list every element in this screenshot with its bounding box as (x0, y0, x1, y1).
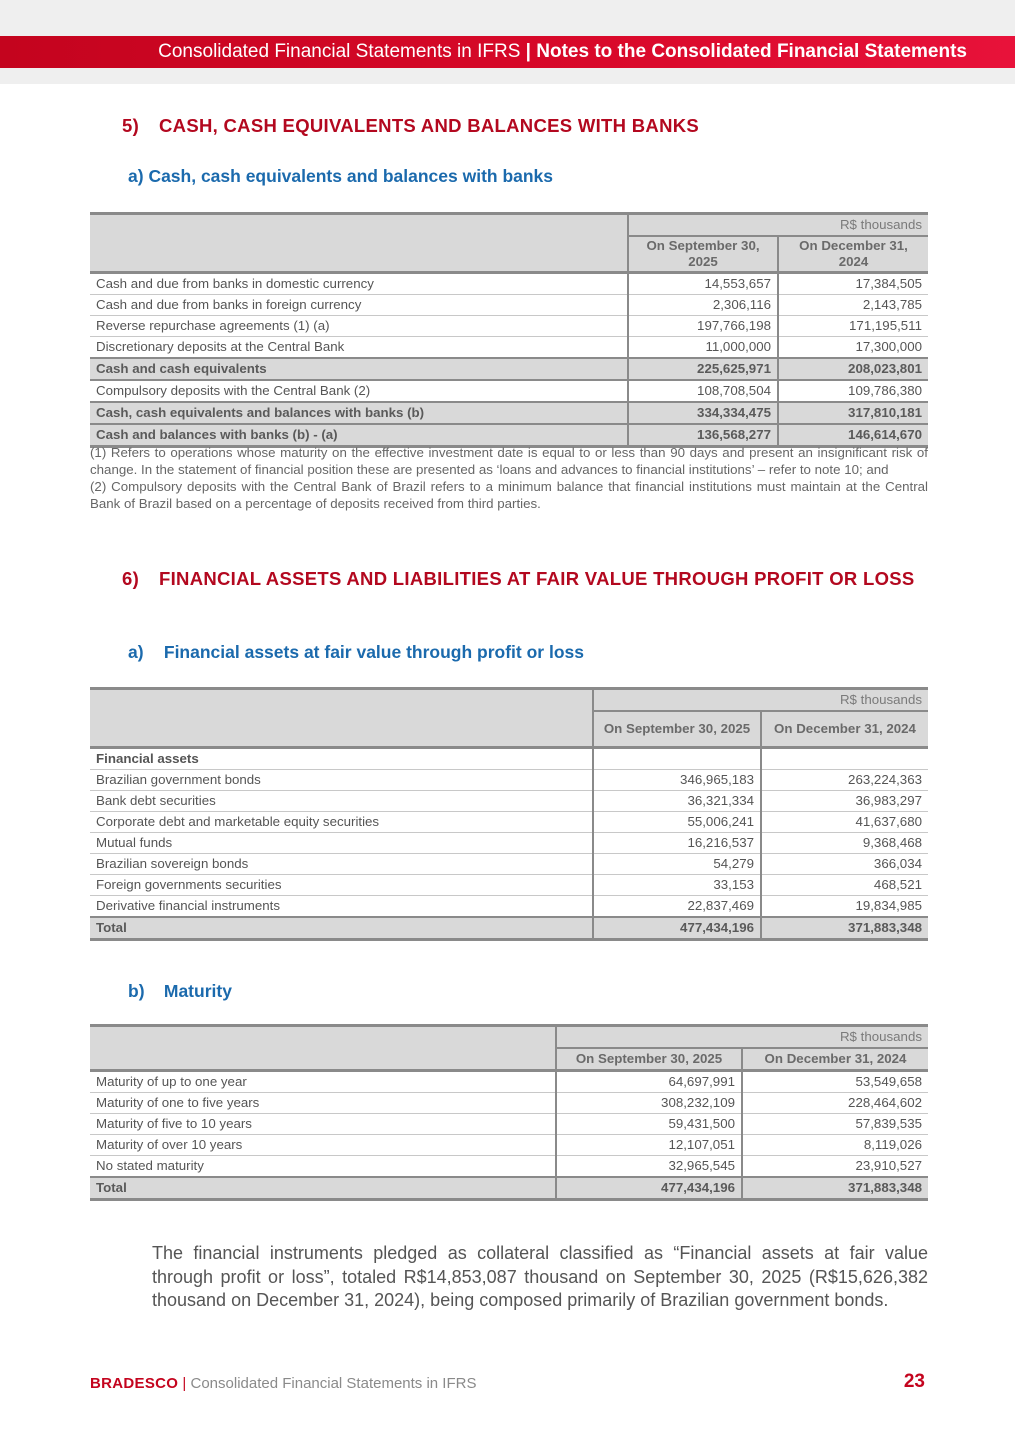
row-value-2024: 171,195,511 (778, 316, 928, 337)
subsection-number: a) (128, 166, 144, 186)
row-label: Total (90, 917, 593, 940)
row-value-2025: 22,837,469 (593, 896, 761, 918)
row-label: Maturity of five to 10 years (90, 1114, 556, 1135)
unit-label: R$ thousands (628, 214, 928, 237)
row-value-2024: 17,300,000 (778, 337, 928, 359)
column-header-dec-2024: On December 31, 2024 (761, 711, 928, 748)
table-row (90, 316, 928, 337)
row-label: Corporate debt and marketable equity securities (90, 812, 593, 833)
row-value-2025: 477,434,196 (556, 1177, 742, 1200)
table-row (90, 770, 928, 791)
table-row (90, 295, 928, 316)
row-label: Discretionary deposits at the Central Bank (90, 337, 628, 359)
row-label: Brazilian government bonds (90, 770, 593, 791)
maturity-table (90, 1024, 928, 1201)
header-right-title: Notes to the Consolidated Financial Statements (536, 41, 967, 62)
section-5a-heading (128, 164, 553, 188)
collateral-paragraph: The financial instruments pledged as collateral classified as “Financial assets at fair value through profit or loss”, totaled R$14,853,087 thousand on September 30, 2025 (R$15,626,382 thousand on December 31, 2024), being composed primarily of Brazilian government bonds. (152, 1243, 928, 1310)
table-row (90, 875, 928, 896)
row-value-2025: 308,232,109 (556, 1093, 742, 1114)
empty-cell (593, 748, 761, 770)
row-value-2024: 468,521 (761, 875, 928, 896)
row-label: Cash, cash equivalents and balances with banks (b) (90, 402, 628, 424)
row-label: Cash and balances with banks (b) - (a) (90, 424, 628, 447)
header-blank-cell (90, 689, 593, 748)
top-margin (0, 0, 1015, 36)
row-value-2025: 36,321,334 (593, 791, 761, 812)
table-row (90, 896, 928, 918)
row-value-2024: 23,910,527 (742, 1156, 928, 1178)
page-footer (90, 1374, 476, 1394)
row-value-2024: 19,834,985 (761, 896, 928, 918)
row-value-2025: 477,434,196 (593, 917, 761, 940)
row-label: No stated maturity (90, 1156, 556, 1178)
row-value-2025: 197,766,198 (628, 316, 778, 337)
row-value-2024: 228,464,602 (742, 1093, 928, 1114)
row-value-2024: 53,549,658 (742, 1071, 928, 1093)
section-title: CASH, CASH EQUIVALENTS AND BALANCES WITH BANKS (159, 115, 700, 136)
row-value-2024: 371,883,348 (761, 917, 928, 940)
table-row (90, 1156, 928, 1178)
row-label: Bank debt securities (90, 791, 593, 812)
subsection-number: a) (128, 642, 144, 662)
total-row (90, 917, 928, 940)
row-value-2025: 334,334,475 (628, 402, 778, 424)
row-value-2025: 54,279 (593, 854, 761, 875)
table-unit-row (90, 689, 928, 712)
row-value-2024: 8,119,026 (742, 1135, 928, 1156)
row-value-2025: 64,697,991 (556, 1071, 742, 1093)
row-value-2025: 346,965,183 (593, 770, 761, 791)
section-6b-heading (128, 979, 232, 1003)
table-row (90, 1135, 928, 1156)
subtotal-row (90, 358, 928, 380)
section-number: 5) (122, 115, 140, 136)
row-label: Financial assets (90, 748, 593, 770)
row-value-2025: 16,216,537 (593, 833, 761, 854)
row-value-2024: 41,637,680 (761, 812, 928, 833)
row-value-2024: 208,023,801 (778, 358, 928, 380)
row-value-2024: 109,786,380 (778, 380, 928, 402)
row-label: Maturity of up to one year (90, 1071, 556, 1093)
column-header-sep-2025: On September 30, 2025 (556, 1048, 742, 1071)
row-value-2024: 317,810,181 (778, 402, 928, 424)
row-label: Compulsory deposits with the Central Bank (2) (90, 380, 628, 402)
total-row (90, 1177, 928, 1200)
row-value-2025: 14,553,657 (628, 273, 778, 295)
table-row (90, 854, 928, 875)
row-value-2024: 263,224,363 (761, 770, 928, 791)
row-label: Total (90, 1177, 556, 1200)
empty-cell (761, 748, 928, 770)
row-value-2024: 17,384,505 (778, 273, 928, 295)
row-label: Brazilian sovereign bonds (90, 854, 593, 875)
section-label-row (90, 748, 928, 770)
row-value-2024: 9,368,468 (761, 833, 928, 854)
row-label: Derivative financial instruments (90, 896, 593, 918)
row-value-2025: 55,006,241 (593, 812, 761, 833)
section-title: FINANCIAL ASSETS AND LIABILITIES AT FAIR VALUE THROUGH PROFIT OR LOSS (159, 568, 915, 589)
row-label: Maturity of one to five years (90, 1093, 556, 1114)
table-row (90, 833, 928, 854)
section-6a-heading (128, 640, 584, 664)
unit-label: R$ thousands (593, 689, 928, 712)
section-number: 6) (122, 568, 140, 589)
row-label: Reverse repurchase agreements (1) (a) (90, 316, 628, 337)
row-value-2025: 32,965,545 (556, 1156, 742, 1178)
row-label: Foreign governments securities (90, 875, 593, 896)
header-under-strip (0, 68, 1015, 84)
row-value-2024: 36,983,297 (761, 791, 928, 812)
header-blank-cell (90, 214, 628, 273)
page-number: 23 (903, 1371, 925, 1392)
footer-brand: BRADESCO (90, 1375, 179, 1392)
row-value-2024: 2,143,785 (778, 295, 928, 316)
footnote-2: (2) Compulsory deposits with the Central Bank of Brazil refers to a minimum balance that financial institutions must maintain at the Central Bank of Brazil based on a percentage of deposits received from third parties. (90, 479, 928, 511)
table-unit-row (90, 1026, 928, 1049)
table-row (90, 1071, 928, 1093)
row-value-2024: 57,839,535 (742, 1114, 928, 1135)
table-row (90, 337, 928, 359)
header-left-title: Consolidated Financial Statements in IFRS (158, 41, 521, 62)
row-value-2025: 33,153 (593, 875, 761, 896)
subsection-title: Cash, cash equivalents and balances with banks (148, 166, 554, 186)
row-value-2024: 366,034 (761, 854, 928, 875)
row-label: Maturity of over 10 years (90, 1135, 556, 1156)
table-row (90, 1114, 928, 1135)
column-header-dec-2024: On December 31, 2024 (742, 1048, 928, 1071)
row-value-2025: 108,708,504 (628, 380, 778, 402)
table-row (90, 791, 928, 812)
row-label: Cash and cash equivalents (90, 358, 628, 380)
row-value-2024: 371,883,348 (742, 1177, 928, 1200)
table-row (90, 1093, 928, 1114)
table-unit-row (90, 214, 928, 237)
row-value-2025: 59,431,500 (556, 1114, 742, 1135)
row-value-2025: 11,000,000 (628, 337, 778, 359)
header-separator: | (525, 41, 531, 62)
footer-title: Consolidated Financial Statements in IFRS (190, 1375, 477, 1392)
section-5-heading (122, 113, 928, 139)
table-row (90, 273, 928, 295)
cash-equivalents-table (90, 212, 928, 448)
row-value-2025: 12,107,051 (556, 1135, 742, 1156)
row-value-2025: 225,625,971 (628, 358, 778, 380)
unit-label: R$ thousands (556, 1026, 928, 1049)
subtotal-row (90, 402, 928, 424)
subsection-number: b) (128, 981, 145, 1001)
footer-separator: | (182, 1375, 187, 1392)
table-row (90, 812, 928, 833)
table-row (90, 380, 928, 402)
table-footnotes (90, 444, 928, 512)
row-value-2025: 2,306,116 (628, 295, 778, 316)
section-6-heading (122, 566, 928, 592)
column-header-sep-2025: On September 30, 2025 (628, 236, 778, 273)
fair-value-assets-table (90, 687, 928, 941)
row-label: Cash and due from banks in foreign currency (90, 295, 628, 316)
footnote-1: (1) Refers to operations whose maturity on the effective investment date is equal to or less than 90 days and present an insignificant risk of change. In the statement of financial position these are presented as ‘loans and advances to financial institutions’ – refer to note 10; and (90, 445, 928, 477)
row-value-2025: 136,568,277 (628, 424, 778, 447)
column-header-dec-2024: On December 31, 2024 (778, 236, 928, 273)
page-header-banner (0, 36, 1015, 68)
row-value-2024: 146,614,670 (778, 424, 928, 447)
subsection-title: Financial assets at fair value through profit or loss (163, 642, 584, 662)
row-label: Cash and due from banks in domestic currency (90, 273, 628, 295)
row-label: Mutual funds (90, 833, 593, 854)
header-blank-cell (90, 1026, 556, 1071)
column-header-sep-2025: On September 30, 2025 (593, 711, 761, 748)
subsection-title: Maturity (163, 981, 232, 1001)
